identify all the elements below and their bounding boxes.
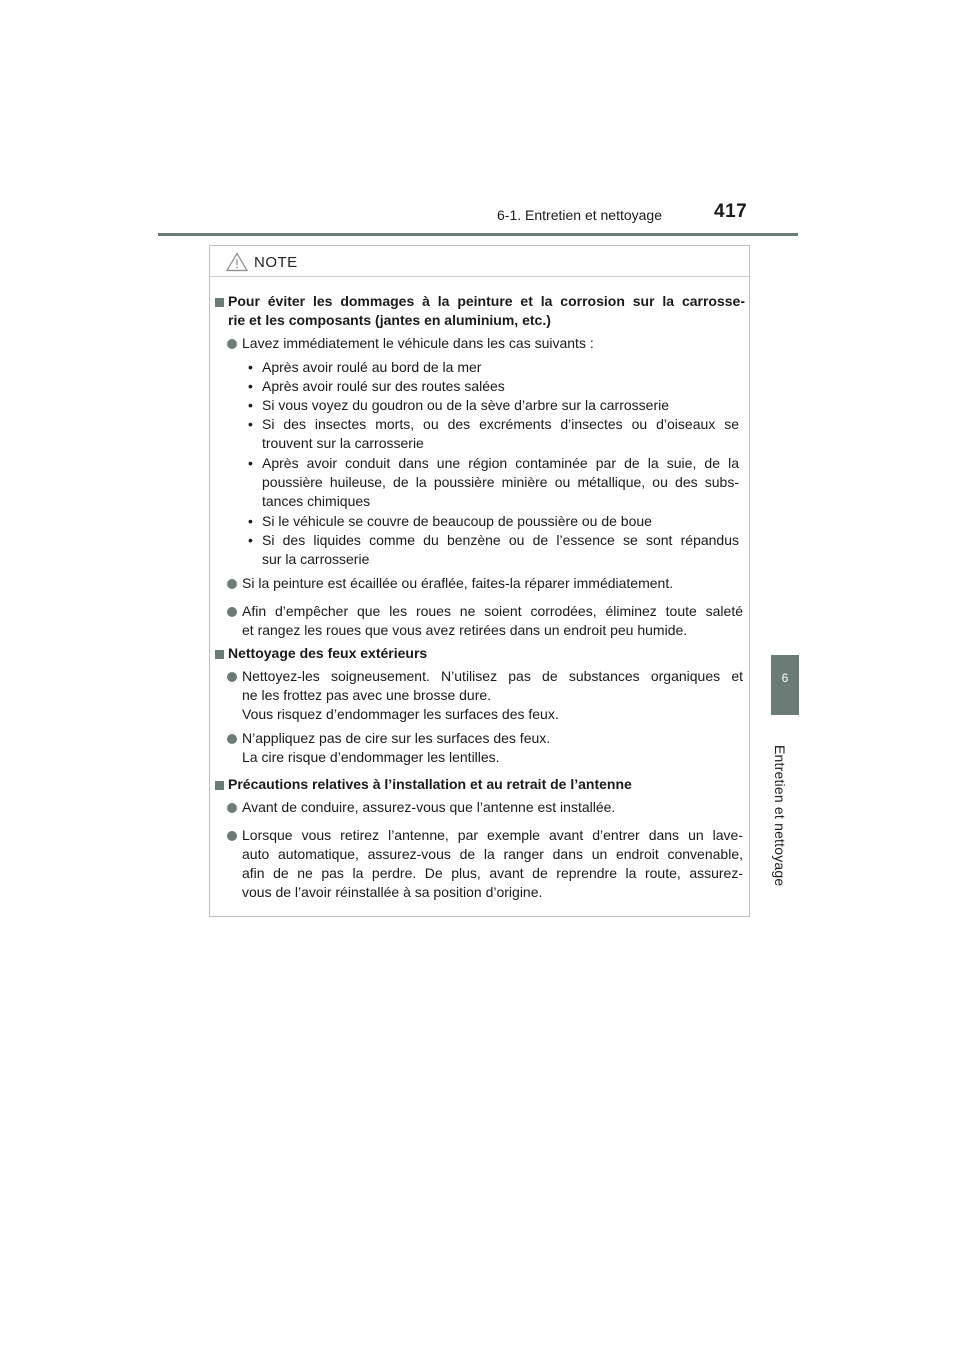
list-item-cont: trouvent sur la carrosserie xyxy=(262,435,424,451)
paragraph-antenna-remove-cont: auto automatique, assurez-vous de la ranger dans un endroit convenable, xyxy=(242,846,743,862)
paragraph-no-wax-cont: La cire risque d’endommager les lentilles. xyxy=(242,749,500,765)
list-item: Si des liquides comme du benzène ou de l’essence se sont répandus xyxy=(262,532,739,548)
paragraph-wheels: Afin d’empêcher que les roues ne soient corrodées, éliminez toute saleté xyxy=(242,603,743,619)
note-header xyxy=(210,246,749,277)
heading-paint-corrosion: Pour éviter les dommages à la peinture et la corrosion sur la carrosse- xyxy=(228,293,745,309)
paragraph-no-wax: N’appliquez pas de cire sur les surfaces des feux. xyxy=(242,730,551,746)
list-item-cont: poussière huileuse, de la poussière minière ou métallique, ou des subs- xyxy=(262,474,739,490)
dash-bullet: • xyxy=(248,416,253,432)
square-bullet-icon xyxy=(215,298,224,307)
paragraph-antenna-remove: Lorsque vous retirez l’antenne, par exemple avant d’entrer dans un lave- xyxy=(242,827,743,843)
note-box xyxy=(209,245,750,917)
section-title: 6-1. Entretien et nettoyage xyxy=(497,207,662,223)
paragraph-wash-cases: Lavez immédiatement le véhicule dans les cas suivants : xyxy=(242,335,594,351)
dash-bullet: • xyxy=(248,513,253,529)
chapter-tab-label: Entretien et nettoyage xyxy=(772,745,788,887)
round-bullet-icon xyxy=(227,579,237,589)
round-bullet-icon xyxy=(227,672,237,682)
note-title: NOTE xyxy=(254,254,298,271)
warning-triangle-icon xyxy=(226,252,248,272)
round-bullet-icon xyxy=(227,803,237,813)
list-item: Si des insectes morts, ou des excréments d’insectes ou d’oiseaux se xyxy=(262,416,739,432)
header-rule xyxy=(158,233,798,236)
dash-bullet: • xyxy=(248,532,253,548)
paragraph-paint-repair: Si la peinture est écaillée ou éraflée, faites-la réparer immédiatement. xyxy=(242,575,674,591)
list-item: Si le véhicule se couvre de beaucoup de poussière ou de boue xyxy=(262,513,652,529)
round-bullet-icon xyxy=(227,339,237,349)
list-item: Après avoir roulé au bord de la mer xyxy=(262,359,482,375)
dash-bullet: • xyxy=(248,359,253,375)
list-item: Après avoir conduit dans une région contaminée par de la suie, de la xyxy=(262,455,739,471)
dash-bullet: • xyxy=(248,455,253,471)
heading-paint-corrosion-cont: rie et les composants (jantes en aluminium, etc.) xyxy=(228,312,551,328)
round-bullet-icon xyxy=(227,607,237,617)
list-item: Si vous voyez du goudron ou de la sève d’arbre sur la carrosserie xyxy=(262,397,669,413)
round-bullet-icon xyxy=(227,734,237,744)
paragraph-clean-lights-cont: Vous risquez d’endommager les surfaces des feux. xyxy=(242,706,559,722)
paragraph-antenna-installed: Avant de conduire, assurez-vous que l’antenne est installée. xyxy=(242,799,616,815)
square-bullet-icon xyxy=(215,781,224,790)
paragraph-wheels-cont: et rangez les roues que vous avez retirées dans un endroit peu humide. xyxy=(242,622,688,638)
list-item-cont: sur la carrosserie xyxy=(262,551,370,567)
page-number: 417 xyxy=(714,201,748,222)
heading-exterior-lights: Nettoyage des feux extérieurs xyxy=(228,645,428,661)
paragraph-antenna-remove-cont: afin de ne pas la perdre. De plus, avant de reprendre la route, assurez- xyxy=(242,865,743,881)
list-item: Après avoir roulé sur des routes salées xyxy=(262,378,505,394)
dash-bullet: • xyxy=(248,397,253,413)
chapter-tab-number: 6 xyxy=(781,671,789,685)
paragraph-clean-lights: Nettoyez-les soigneusement. N’utilisez pas de substances organiques et xyxy=(242,668,743,684)
dash-bullet: • xyxy=(248,378,253,394)
paragraph-antenna-remove-cont: vous de l’avoir réinstallée à sa position d’origine. xyxy=(242,884,543,900)
round-bullet-icon xyxy=(227,831,237,841)
list-item-cont: tances chimiques xyxy=(262,493,371,509)
chapter-tab xyxy=(771,655,799,715)
paragraph-clean-lights-cont: ne les frottez pas avec une brosse dure. xyxy=(242,687,492,703)
heading-antenna: Précautions relatives à l’installation et au retrait de l’antenne xyxy=(228,776,632,792)
square-bullet-icon xyxy=(215,650,224,659)
